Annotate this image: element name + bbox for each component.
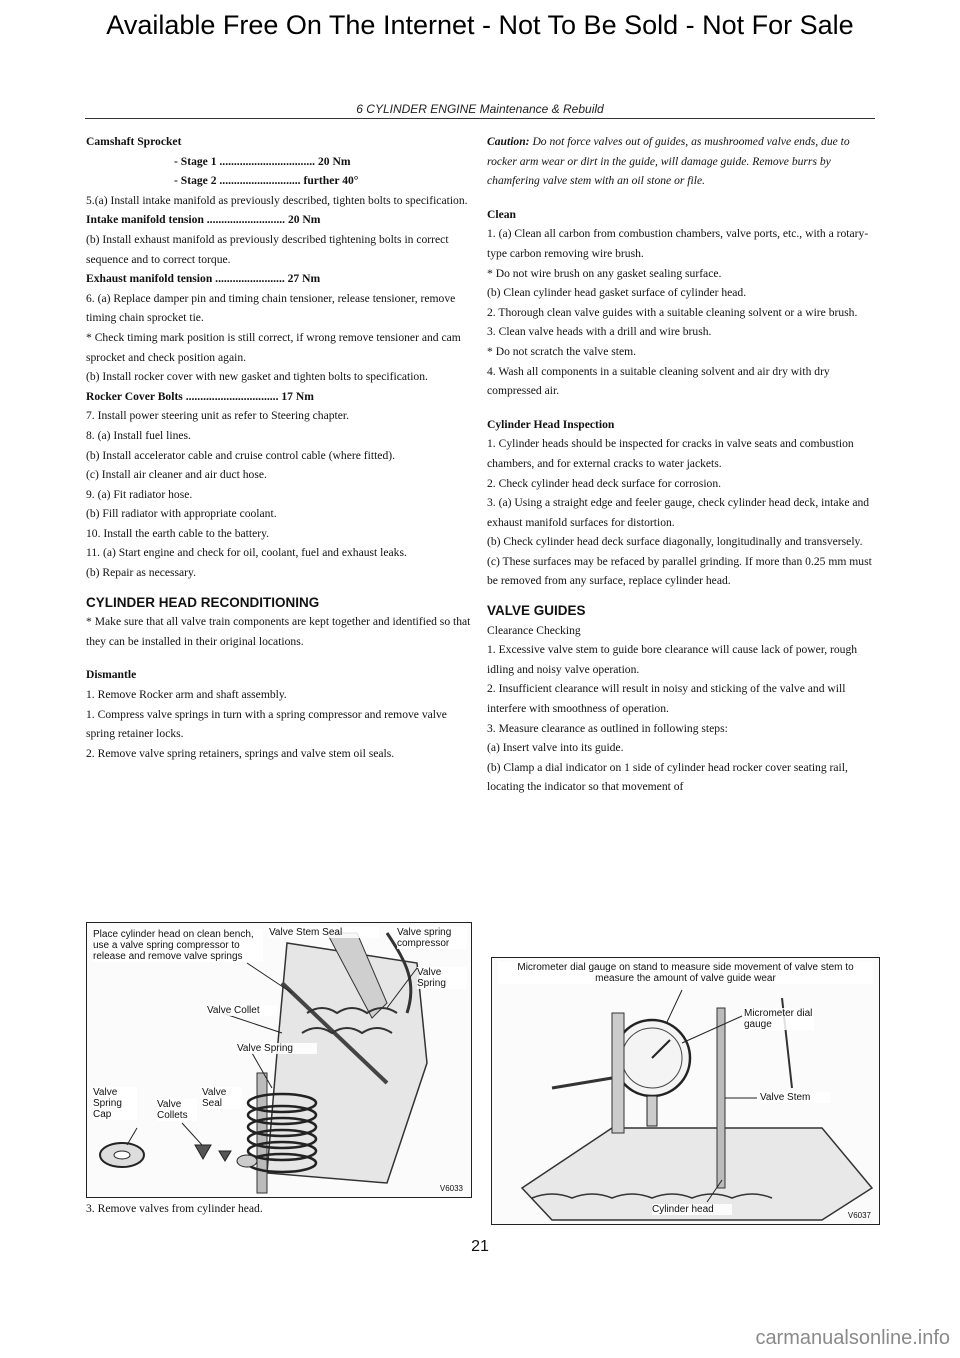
spec-stage-1: - Stage 1 ................................. 20 Nm (174, 154, 351, 168)
label-valve-seal: Valve Seal (202, 1087, 242, 1109)
section-title-reconditioning: CYLINDER HEAD RECONDITIONING (86, 594, 320, 610)
clean-note-3: * Do not scratch the valve stem. (487, 344, 637, 358)
label-valve-stem: Valve Stem (760, 1092, 830, 1103)
label-valve-stem-seal: Valve Stem Seal (269, 927, 379, 938)
spec-stage-2: - Stage 2 ............................ further 40° (174, 174, 359, 188)
step-5b: (b) Install exhaust manifold as previously described tightening bolts in correct sequence and to correct torque. (86, 232, 449, 266)
label-valve-spring-middle: Valve Spring (237, 1043, 317, 1054)
spacer (487, 401, 877, 415)
label-valve-collet: Valve Collet (207, 1005, 277, 1016)
inspection-step-1: 1. Cylinder heads should be inspected for cracks in valve seats and combustion chambers, and for external cracks to water jackets. (487, 437, 854, 470)
inspection-step-3a: 3. (a) Using a straight edge and feeler gauge, check cylinder head deck, intake and exhaust manifold surfaces for distortion. (487, 496, 870, 529)
timing-check-note: * Check timing mark position is still correct, if wrong remove tensioner and cam sprocket and check position again. (86, 330, 461, 364)
spacer (86, 651, 476, 665)
left-column-caption (86, 1199, 476, 1219)
label-cylinder-head: Cylinder head (652, 1204, 732, 1215)
spec-rocker-cover-bolts: Rocker Cover Bolts ................................ 17 Nm (86, 389, 314, 403)
step-6a: 6. (a) Replace damper pin and timing chain tensioner, release tensioner, remove timing chain sprocket tie. (86, 291, 456, 325)
label-micrometer-dial-gauge-stand: Micrometer dial gauge on stand to measure side movement of valve stem to measure the amount of valve guide wear (498, 962, 873, 984)
step-7: 7. Install power steering unit as refer to Steering chapter. (86, 409, 350, 423)
figure-code-right: V6037 (847, 1211, 871, 1220)
inspection-step-3b: (b) Check cylinder head deck surface diagonally, longitudinally and transversely. (487, 535, 863, 549)
header-rule (85, 118, 875, 119)
dismantle-step-1: 1. Remove Rocker arm and shaft assembly. (86, 688, 287, 702)
caution-label: Caution: (487, 135, 530, 148)
guide-step-3b: (b) Clamp a dial indicator on 1 side of cylinder head rocker cover seating rail, locating the indicator so that movement of (487, 760, 848, 794)
step-11b: (b) Repair as necessary. (86, 566, 196, 580)
dismantle-step-4: 3. Remove valves from cylinder head. (86, 1202, 263, 1215)
clean-step-3: 3. Clean valve heads with a drill and wire brush. (487, 325, 712, 339)
caution-text: Do not force valves out of guides, as mushroomed valve ends, due to rocker arm wear or dirt in the guide, will damage guide. Remove burrs by chamfering valve stem with an oil stone or file. (487, 135, 850, 188)
figure-valve-spring-removal (86, 922, 472, 1198)
clean-heading: Clean (487, 207, 516, 221)
figure-valve-guide-measurement (491, 957, 880, 1225)
dismantle-heading: Dismantle (86, 668, 137, 682)
label-place-cylinder-head: Place cylinder head on clean bench, use a valve spring compressor to release and remove valve springs (93, 929, 263, 962)
clearance-heading: Clearance Checking (487, 623, 581, 637)
right-column (487, 132, 877, 797)
clean-note-1: * Do not wire brush on any gasket sealing surface. (487, 266, 722, 280)
inspection-heading: Cylinder Head Inspection (487, 417, 615, 431)
step-10: 10. Install the earth cable to the battery. (86, 526, 270, 540)
valve-spring-illustration (87, 923, 471, 1197)
step-5a: 5.(a) Install intake manifold as previously described, tighten bolts to specification. (86, 193, 468, 207)
label-valve-spring-compressor: Valve spring compressor (397, 927, 467, 949)
inspection-step-2: 2. Check cylinder head deck surface for corrosion. (487, 476, 722, 490)
label-valve-spring-cap: Valve Spring Cap (93, 1087, 137, 1120)
caution-note (487, 132, 877, 191)
clean-step-2: 2. Thorough clean valve guides with a suitable cleaning solvent or a wire brush. (487, 305, 858, 319)
step-9a: 9. (a) Fit radiator hose. (86, 487, 193, 501)
step-8a: 8. (a) Install fuel lines. (86, 428, 191, 442)
dismantle-step-2: 1. Compress valve springs in turn with a spring compressor and remove valve spring retainer locks. (86, 707, 447, 741)
running-head: 6 CYLINDER ENGINE Maintenance & Rebuild (356, 102, 604, 116)
camshaft-heading: Camshaft Sprocket (86, 135, 182, 148)
reconditioning-note: * Make sure that all valve train components are kept together and identified so that they can be installed in their original locations. (86, 615, 471, 648)
clean-step-1b: (b) Clean cylinder head gasket surface of cylinder head. (487, 286, 747, 300)
clean-step-1: 1. (a) Clean all carbon from combustion chambers, valve ports, etc., with a rotary-type carbon removing wire brush. (487, 227, 869, 260)
guide-step-1: 1. Excessive valve stem to guide bore clearance will cause lack of power, rough idling and noisy valve operation. (487, 643, 858, 676)
guide-step-3: 3. Measure clearance as outlined in following steps: (487, 721, 728, 735)
source-watermark: carmanualsonline.info (755, 1327, 950, 1349)
label-valve-collets: Valve Collets (157, 1099, 197, 1121)
dismantle-step-3: 2. Remove valve spring retainers, springs and valve stem oil seals. (86, 746, 395, 760)
figure-code-left: V6033 (439, 1184, 463, 1193)
spacer (487, 191, 877, 205)
step-6b: (b) Install rocker cover with new gasket and tighten bolts to specification. (86, 370, 428, 384)
left-column (86, 132, 476, 763)
free-distribution-banner: Available Free On The Internet - Not To Be Sold - Not For Sale (106, 10, 854, 40)
label-valve-spring-top: Valve Spring (417, 967, 467, 989)
guide-step-3a: (a) Insert valve into its guide. (487, 741, 624, 755)
step-8b: (b) Install accelerator cable and cruise control cable (where fitted). (86, 448, 396, 462)
clean-step-4: 4. Wash all components in a suitable cleaning solvent and air dry with dry compressed air. (487, 364, 830, 398)
label-micrometer-dial-gauge: Micrometer dial gauge (744, 1008, 813, 1030)
dial-gauge-illustration (492, 958, 879, 1224)
inspection-step-3c: (c) These surfaces may be refaced by parallel grinding. If more than 0.25 mm must be removed from any surface, replace cylinder head. (487, 554, 872, 588)
spec-intake-tension: Intake manifold tension ........................... 20 Nm (86, 213, 321, 227)
section-title-valve-guides: VALVE GUIDES (487, 603, 586, 619)
spec-exhaust-tension: Exhaust manifold tension ........................ 27 Nm (86, 272, 321, 286)
step-8c: (c) Install air cleaner and air duct hose. (86, 468, 267, 482)
step-11a: 11. (a) Start engine and check for oil, coolant, fuel and exhaust leaks. (86, 546, 407, 560)
guide-step-2: 2. Insufficient clearance will result in noisy and sticking of the valve and will interfere with smoothness of operation. (487, 682, 846, 716)
step-9b: (b) Fill radiator with appropriate coolant. (86, 507, 277, 521)
page-number: 21 (471, 1238, 489, 1255)
